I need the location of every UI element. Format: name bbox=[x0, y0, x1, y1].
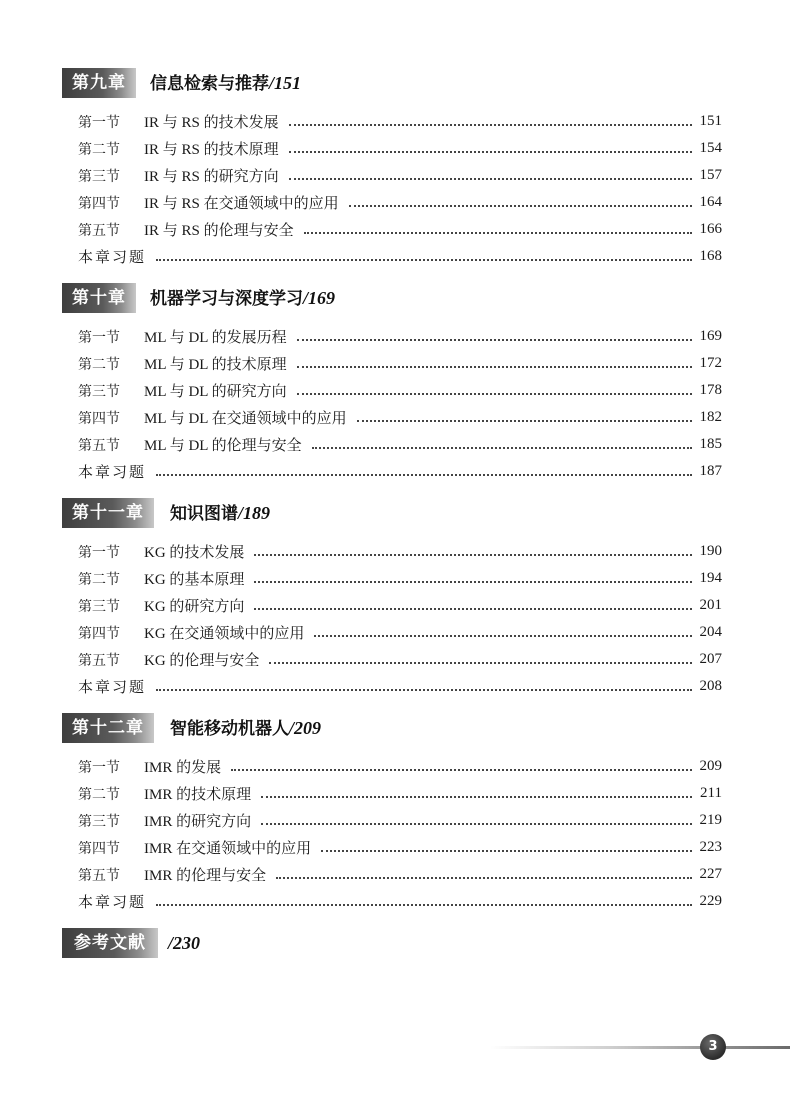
entry-label bbox=[78, 461, 152, 482]
entry-label bbox=[78, 676, 152, 697]
dot-leader bbox=[321, 849, 692, 852]
section-title: KG 的伦理与安全 bbox=[144, 653, 260, 669]
entry-page: 168 bbox=[699, 248, 722, 264]
section-title: KG 的研究方向 bbox=[144, 599, 245, 615]
section-title: IMR 在交通领域中的应用 bbox=[144, 841, 312, 857]
dot-leader bbox=[297, 338, 692, 341]
entry-page: 166 bbox=[699, 221, 722, 237]
section-title: IR 与 RS 的研究方向 bbox=[144, 169, 279, 185]
entry-page: 154 bbox=[699, 140, 722, 156]
section-title: IMR 的技术原理 bbox=[144, 787, 252, 803]
section-title: IR 与 RS 在交通领域中的应用 bbox=[144, 196, 339, 212]
toc-entry[interactable] bbox=[78, 646, 722, 673]
dot-leader bbox=[231, 768, 692, 771]
toc-entry[interactable] bbox=[78, 592, 722, 619]
toc-entry[interactable] bbox=[78, 135, 722, 162]
entry-label bbox=[78, 568, 250, 589]
entry-label bbox=[78, 649, 265, 670]
chapter-title-text: 机器学习与深度学习 bbox=[150, 289, 303, 309]
entry-label bbox=[78, 541, 250, 562]
section-list bbox=[78, 323, 722, 485]
section-number: 第三节 bbox=[78, 169, 120, 185]
entry-label bbox=[78, 219, 300, 240]
dot-leader bbox=[289, 123, 692, 126]
dot-leader bbox=[289, 177, 692, 180]
entry-label bbox=[78, 192, 345, 213]
entry-page: 151 bbox=[699, 113, 722, 129]
chapter-heading[interactable] bbox=[0, 713, 790, 743]
dot-leader bbox=[269, 661, 692, 664]
dot-leader bbox=[156, 903, 692, 906]
entry-page: 201 bbox=[699, 597, 722, 613]
section-number: 第三节 bbox=[78, 384, 120, 400]
toc-entry[interactable] bbox=[78, 861, 722, 888]
toc-entry[interactable] bbox=[78, 189, 722, 216]
section-title: 本章习题 bbox=[78, 680, 147, 696]
entry-page: 157 bbox=[699, 167, 722, 183]
section-title: ML 与 DL 的发展历程 bbox=[144, 330, 287, 346]
toc-entry[interactable] bbox=[78, 431, 722, 458]
entry-page: 194 bbox=[699, 570, 722, 586]
entry-label bbox=[78, 246, 152, 267]
references-tag: 参考文献 bbox=[62, 928, 158, 958]
section-number: 第一节 bbox=[78, 545, 120, 561]
section-number: 第四节 bbox=[78, 196, 120, 212]
section-number: 第一节 bbox=[78, 760, 120, 776]
chapter-tag: 第十二章 bbox=[62, 713, 154, 743]
section-title: KG 的技术发展 bbox=[144, 545, 245, 561]
entry-page: 204 bbox=[699, 624, 722, 640]
entry-label bbox=[78, 111, 285, 132]
entry-label bbox=[78, 810, 257, 831]
dot-leader bbox=[357, 419, 692, 422]
chapter-title bbox=[170, 498, 270, 528]
exercises-entry[interactable] bbox=[78, 243, 722, 270]
exercises-entry[interactable] bbox=[78, 888, 722, 915]
section-title: IMR 的伦理与安全 bbox=[144, 868, 267, 884]
toc-entry[interactable] bbox=[78, 619, 722, 646]
section-number: 第一节 bbox=[78, 115, 120, 131]
page-number: 3 bbox=[700, 1034, 726, 1060]
dot-leader bbox=[276, 876, 692, 879]
dot-leader bbox=[312, 446, 692, 449]
section-number: 第三节 bbox=[78, 599, 120, 615]
dot-leader bbox=[156, 688, 692, 691]
toc-entry[interactable] bbox=[78, 350, 722, 377]
section-title: 本章习题 bbox=[78, 250, 147, 266]
references-heading[interactable] bbox=[0, 928, 790, 958]
toc-entry[interactable] bbox=[78, 377, 722, 404]
chapter-block bbox=[0, 68, 790, 266]
section-number: 第五节 bbox=[78, 438, 120, 454]
entry-page: 187 bbox=[699, 463, 722, 479]
entry-page: 229 bbox=[699, 893, 722, 909]
chapter-title bbox=[170, 713, 321, 743]
entry-label bbox=[78, 622, 310, 643]
section-list bbox=[78, 753, 722, 915]
chapter-start-page: /189 bbox=[238, 503, 271, 523]
toc-entry[interactable] bbox=[78, 565, 722, 592]
dot-leader bbox=[156, 473, 692, 476]
toc-entry[interactable] bbox=[78, 807, 722, 834]
dot-leader bbox=[156, 258, 692, 261]
chapter-tag: 第九章 bbox=[62, 68, 136, 98]
section-number: 第四节 bbox=[78, 411, 120, 427]
dot-leader bbox=[254, 553, 692, 556]
chapter-heading[interactable] bbox=[0, 68, 790, 98]
section-number: 第一节 bbox=[78, 330, 120, 346]
chapter-block bbox=[0, 283, 790, 481]
entry-page: 209 bbox=[699, 758, 722, 774]
toc-entry[interactable] bbox=[78, 834, 722, 861]
dot-leader bbox=[289, 150, 692, 153]
entry-page: 211 bbox=[700, 785, 722, 801]
chapter-block bbox=[0, 498, 790, 696]
entry-page: 185 bbox=[699, 436, 722, 452]
section-list bbox=[78, 108, 722, 270]
section-title: KG 在交通领域中的应用 bbox=[144, 626, 305, 642]
section-number: 第三节 bbox=[78, 814, 120, 830]
chapter-start-page: /209 bbox=[289, 718, 322, 738]
section-title: KG 的基本原理 bbox=[144, 572, 245, 588]
entry-page: 172 bbox=[699, 355, 722, 371]
entry-page: 182 bbox=[699, 409, 722, 425]
chapter-tag: 第十章 bbox=[62, 283, 136, 313]
entry-label bbox=[78, 783, 257, 804]
chapter-heading[interactable] bbox=[0, 498, 790, 528]
entry-page: 169 bbox=[699, 328, 722, 344]
section-number: 第四节 bbox=[78, 626, 120, 642]
dot-leader bbox=[254, 580, 692, 583]
entry-label bbox=[78, 837, 317, 858]
page-number-bar bbox=[490, 1046, 790, 1049]
section-number: 第二节 bbox=[78, 572, 120, 588]
chapter-title bbox=[150, 283, 335, 313]
entry-label bbox=[78, 165, 285, 186]
section-number: 第二节 bbox=[78, 357, 120, 373]
section-title: ML 与 DL 的伦理与安全 bbox=[144, 438, 302, 454]
toc-entry[interactable] bbox=[78, 780, 722, 807]
chapter-start-page: /169 bbox=[303, 288, 336, 308]
chapter-start-page: /151 bbox=[269, 73, 302, 93]
entry-page: 164 bbox=[699, 194, 722, 210]
exercises-entry[interactable] bbox=[78, 673, 722, 700]
toc-entry[interactable] bbox=[78, 162, 722, 189]
entry-label bbox=[78, 891, 152, 912]
entry-label bbox=[78, 138, 285, 159]
dot-leader bbox=[261, 795, 692, 798]
entry-label bbox=[78, 756, 227, 777]
entry-page: 208 bbox=[699, 678, 722, 694]
section-number: 第二节 bbox=[78, 787, 120, 803]
section-number: 第四节 bbox=[78, 841, 120, 857]
section-title: IR 与 RS 的技术发展 bbox=[144, 115, 279, 131]
entry-page: 207 bbox=[699, 651, 722, 667]
toc-entry[interactable] bbox=[78, 538, 722, 565]
toc-entry[interactable] bbox=[78, 216, 722, 243]
section-title: 本章习题 bbox=[78, 465, 147, 481]
chapter-title-text: 智能移动机器人 bbox=[170, 719, 289, 739]
section-list bbox=[78, 538, 722, 700]
chapter-title-text: 信息检索与推荐 bbox=[150, 74, 269, 94]
section-title: ML 与 DL 的研究方向 bbox=[144, 384, 287, 400]
chapter-tag: 第十一章 bbox=[62, 498, 154, 528]
entry-page: 223 bbox=[699, 839, 722, 855]
section-title: ML 与 DL 在交通领域中的应用 bbox=[144, 411, 347, 427]
entry-page: 219 bbox=[699, 812, 722, 828]
entry-label bbox=[78, 595, 250, 616]
section-title: 本章习题 bbox=[78, 895, 147, 911]
entry-label bbox=[78, 434, 308, 455]
entry-label bbox=[78, 864, 272, 885]
section-title: ML 与 DL 的技术原理 bbox=[144, 357, 287, 373]
entry-label bbox=[78, 326, 293, 347]
section-title: IMR 的发展 bbox=[144, 760, 222, 776]
dot-leader bbox=[349, 204, 692, 207]
toc-entry[interactable] bbox=[78, 753, 722, 780]
exercises-entry[interactable] bbox=[78, 458, 722, 485]
entry-label bbox=[78, 380, 293, 401]
dot-leader bbox=[297, 392, 692, 395]
section-number: 第五节 bbox=[78, 223, 120, 239]
dot-leader bbox=[297, 365, 692, 368]
toc-entry[interactable] bbox=[78, 404, 722, 431]
entry-label bbox=[78, 353, 293, 374]
section-number: 第五节 bbox=[78, 653, 120, 669]
dot-leader bbox=[304, 231, 692, 234]
entry-page: 178 bbox=[699, 382, 722, 398]
dot-leader bbox=[314, 634, 692, 637]
entry-page: 190 bbox=[699, 543, 722, 559]
chapter-title bbox=[150, 68, 301, 98]
toc-entry[interactable] bbox=[78, 108, 722, 135]
dot-leader bbox=[254, 607, 692, 610]
toc-entry[interactable] bbox=[78, 323, 722, 350]
references-page: /230 bbox=[168, 933, 201, 953]
section-title: IR 与 RS 的伦理与安全 bbox=[144, 223, 294, 239]
chapter-block bbox=[0, 713, 790, 911]
entry-label bbox=[78, 407, 353, 428]
dot-leader bbox=[261, 822, 692, 825]
section-number: 第二节 bbox=[78, 142, 120, 158]
section-title: IMR 的研究方向 bbox=[144, 814, 252, 830]
chapter-title-text: 知识图谱 bbox=[170, 504, 238, 524]
chapter-heading[interactable] bbox=[0, 283, 790, 313]
section-title: IR 与 RS 的技术原理 bbox=[144, 142, 279, 158]
entry-page: 227 bbox=[699, 866, 722, 882]
section-number: 第五节 bbox=[78, 868, 120, 884]
